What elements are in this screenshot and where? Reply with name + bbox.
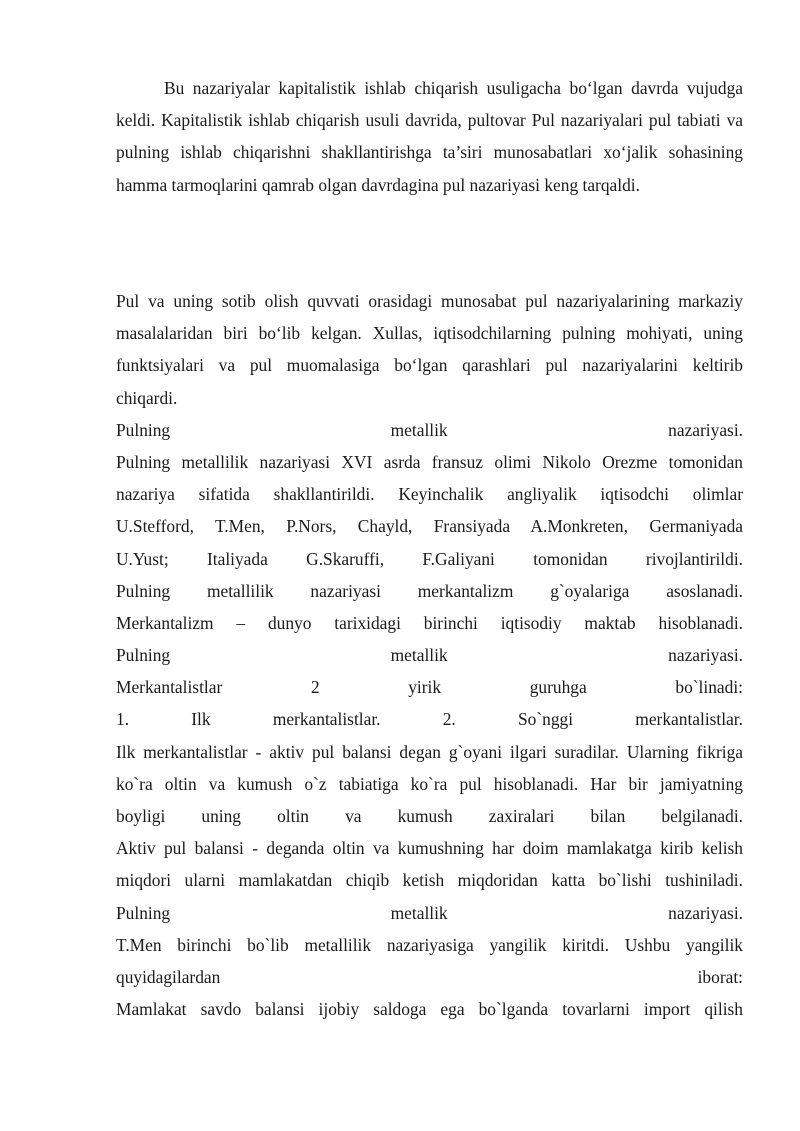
text-line: miqdori ularni mamlakatdan chiqib ketish miqdoridan katta bo`lishi tushiniladi. bbox=[116, 870, 743, 891]
section-heading: Pulning metallik nazariyasi. bbox=[116, 419, 743, 440]
text-line: chiqardi. bbox=[116, 387, 178, 408]
text-line: funktsiyalari va pul muomalasiga bo‘lgan qarashlari pul nazariyalarini keltirib bbox=[116, 355, 743, 376]
text-line: quyidagilardan iborat: bbox=[116, 966, 743, 987]
text-line: nazariya sifatida shakllantirildi. Keyinchalik angliyalik iqtisodchi olimlar bbox=[116, 484, 743, 505]
text-line: T.Men birinchi bo`lib metallilik nazariyasiga yangilik kiritdi. Ushbu yangilik bbox=[116, 934, 743, 955]
text-line: Merkantalistlar 2 yirik guruhga bo`linadi: bbox=[116, 677, 743, 698]
text-line: Pulning metallilik nazariyasi merkantalizm g`oyalariga asoslanadi. bbox=[116, 580, 743, 601]
intro-paragraph: Bu nazariyalar kapitalistik ishlab chiqarish usuligacha bo‘lgan davrda vujudga keldi. Kapitalistik ishlab chiqarish usuli davrida, pultovar Pul nazariyalari pul tabiati va pulning ishlab chiqarishni shakllantirishga ta’siri munosabatlari xo‘jalik sohasining hamma tarmoqlarini qamrab olgan davrdagina pul nazariyasi keng tarqaldi. bbox=[116, 78, 743, 195]
text-line: Pulning metallilik nazariyasi XVI asrda fransuz olimi Nikolo Orezme tomonidan bbox=[116, 451, 743, 472]
text-line: boyligi uning oltin va kumush zaxiralari bilan belgilanadi. bbox=[116, 806, 743, 826]
text-line: Ilk merkantalistlar - aktiv pul balansi degan g`oyani ilgari suradilar. Ularning fikriga bbox=[116, 741, 743, 762]
text-line: Merkantalizm – dunyo tarixidagi birinchi iqtisodiy maktab hisoblanadi. bbox=[116, 612, 743, 633]
text-line: Mamlakat savdo balansi ijobiy saldoga ega bo`lganda tovarlarni import qilish bbox=[116, 999, 743, 1020]
section-heading: Pulning metallik nazariyasi. bbox=[116, 902, 743, 923]
body-lines bbox=[116, 285, 743, 1025]
section-heading: Pulning metallik nazariyasi. bbox=[116, 645, 743, 666]
text-line: ko`ra oltin va kumush o`z tabiatiga ko`ra pul hisoblanadi. Har bir jamiyatning bbox=[116, 773, 743, 794]
text-line: Pul va uning sotib olish quvvati orasidagi munosabat pul nazariyalarining markaziy bbox=[116, 291, 743, 311]
text-line: masalalaridan biri bo‘lib kelgan. Xullas, iqtisodchilarning pulning mohiyati, uning bbox=[116, 323, 743, 344]
text-line: 1. Ilk merkantalistlar. 2. So`nggi merkantalistlar. bbox=[116, 709, 743, 730]
text-line: U.Stefford, T.Men, P.Nors, Chayld, Fransiyada A.Monkreten, Germaniyada bbox=[116, 516, 743, 537]
text-line: Aktiv pul balansi - deganda oltin va kumushning har doim mamlakatga kirib kelish bbox=[116, 838, 743, 859]
text-line: U.Yust; Italiyada G.Skaruffi, F.Galiyani tomonidan rivojlantirildi. bbox=[116, 548, 743, 569]
